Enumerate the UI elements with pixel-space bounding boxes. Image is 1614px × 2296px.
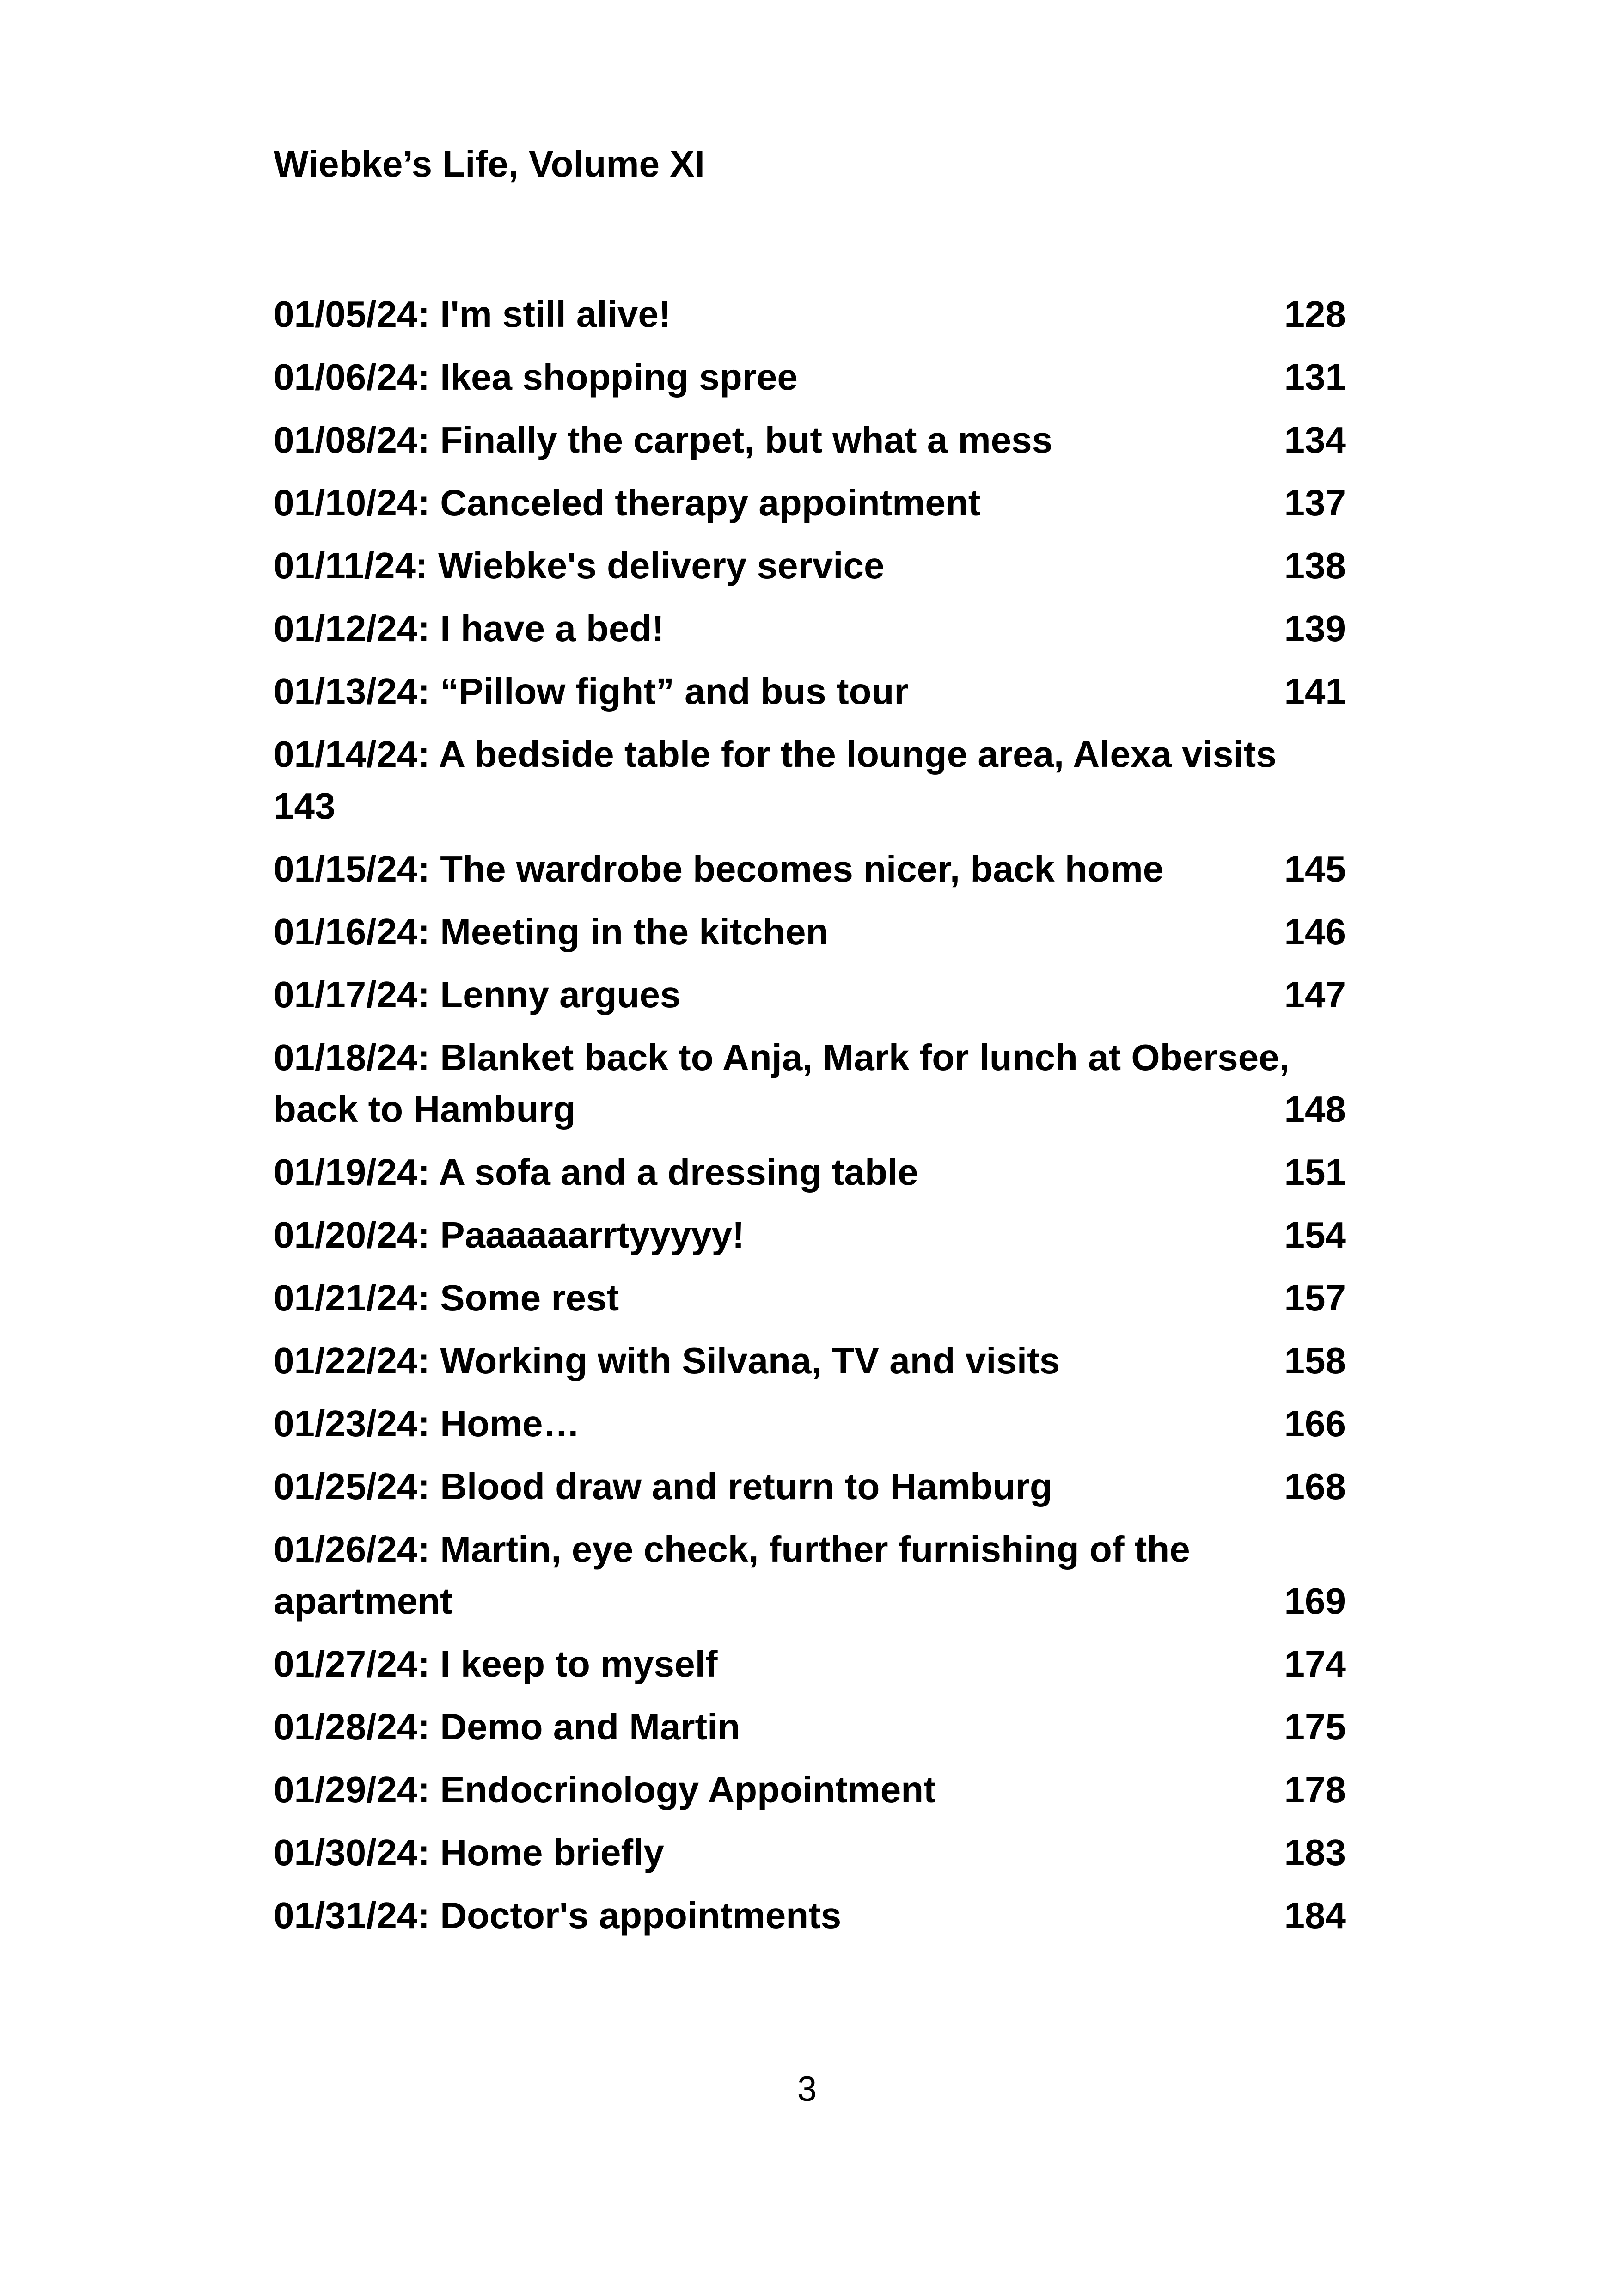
toc-entry bbox=[274, 660, 1346, 723]
toc-entry bbox=[274, 1633, 1346, 1696]
toc-entry bbox=[274, 283, 1346, 346]
toc-entry bbox=[274, 1696, 1346, 1758]
toc-entry-page: 169 bbox=[1284, 1580, 1346, 1622]
toc-entry bbox=[274, 346, 1346, 409]
toc-entry bbox=[274, 1141, 1346, 1204]
toc-entry bbox=[274, 838, 1346, 900]
toc-entry-page: 138 bbox=[1284, 545, 1346, 586]
toc-entry-page: 174 bbox=[1284, 1643, 1346, 1684]
toc-entry-title: 01/15/24: The wardrobe becomes nicer, back home bbox=[274, 848, 1164, 889]
toc-entry-page: 183 bbox=[1284, 1832, 1346, 1873]
toc-entry-page: 151 bbox=[1284, 1151, 1346, 1193]
toc-entry-title: 01/30/24: Home briefly bbox=[274, 1832, 664, 1873]
toc-entry-page: 154 bbox=[1284, 1214, 1346, 1255]
toc-entry bbox=[274, 723, 1346, 838]
toc-entry-title: 01/06/24: Ikea shopping spree bbox=[274, 356, 798, 398]
toc-entry-page: 131 bbox=[1284, 356, 1346, 398]
toc-entry bbox=[274, 1518, 1346, 1633]
toc-entry-page: 137 bbox=[1284, 482, 1346, 523]
toc-entry-title: 01/16/24: Meeting in the kitchen bbox=[274, 911, 829, 952]
toc-entry-page: 146 bbox=[1284, 911, 1346, 952]
toc-entry bbox=[274, 534, 1346, 597]
table-of-contents bbox=[274, 283, 1346, 1947]
toc-entry-page: 157 bbox=[1284, 1277, 1346, 1318]
toc-entry-page: 145 bbox=[1284, 848, 1346, 889]
toc-entry bbox=[274, 963, 1346, 1026]
toc-entry bbox=[274, 1758, 1346, 1821]
toc-entry-title: 01/05/24: I'm still alive! bbox=[274, 294, 671, 335]
toc-entry bbox=[274, 409, 1346, 471]
toc-entry-title: 01/14/24: A bedside table for the lounge area, Alexa visits bbox=[274, 734, 1277, 775]
toc-entry bbox=[274, 900, 1346, 963]
toc-entry-page: 175 bbox=[1284, 1706, 1346, 1747]
toc-entry-page: 134 bbox=[1284, 419, 1346, 460]
toc-entry-title: 01/18/24: Blanket back to Anja, Mark for lunch at Obersee, back to Hamburg bbox=[274, 1037, 1290, 1130]
toc-entry bbox=[274, 1267, 1346, 1329]
toc-entry bbox=[274, 1455, 1346, 1518]
page-number: 3 bbox=[797, 2069, 817, 2109]
toc-entry-title: 01/28/24: Demo and Martin bbox=[274, 1706, 740, 1747]
toc-entry bbox=[274, 1204, 1346, 1267]
toc-entry-title: 01/11/24: Wiebke's delivery service bbox=[274, 545, 885, 586]
toc-entry bbox=[274, 1821, 1346, 1884]
toc-entry-title: 01/17/24: Lenny argues bbox=[274, 974, 681, 1015]
toc-entry bbox=[274, 1026, 1346, 1141]
toc-entry-title: 01/31/24: Doctor's appointments bbox=[274, 1895, 842, 1936]
toc-entry-title: 01/27/24: I keep to myself bbox=[274, 1643, 718, 1684]
toc-entry-title: 01/19/24: A sofa and a dressing table bbox=[274, 1151, 918, 1193]
toc-entry-page: 128 bbox=[1284, 294, 1346, 335]
toc-entry bbox=[274, 1329, 1346, 1392]
toc-entry-page: 166 bbox=[1284, 1403, 1346, 1444]
toc-entry-title: 01/10/24: Canceled therapy appointment bbox=[274, 482, 981, 523]
toc-entry-page: 148 bbox=[1284, 1089, 1346, 1130]
toc-entry-title: 01/20/24: Paaaaaarrtyyyyy! bbox=[274, 1214, 745, 1255]
toc-entry-page: 141 bbox=[1284, 671, 1346, 712]
toc-entry-title: 01/08/24: Finally the carpet, but what a mess bbox=[274, 419, 1053, 460]
toc-entry-title: 01/12/24: I have a bed! bbox=[274, 608, 664, 649]
toc-entry-page: 143 bbox=[274, 785, 336, 827]
toc-entry-page: 147 bbox=[1284, 974, 1346, 1015]
toc-entry-title: 01/13/24: “Pillow fight” and bus tour bbox=[274, 671, 909, 712]
toc-entry bbox=[274, 1392, 1346, 1455]
toc-entry-title: 01/23/24: Home… bbox=[274, 1403, 580, 1444]
toc-entry bbox=[274, 1884, 1346, 1947]
toc-entry-page: 139 bbox=[1284, 608, 1346, 649]
book-title: Wiebke’s Life, Volume XI bbox=[274, 143, 705, 184]
toc-entry-title: 01/21/24: Some rest bbox=[274, 1277, 619, 1318]
toc-entry-page: 168 bbox=[1284, 1466, 1346, 1507]
toc-entry-title: 01/29/24: Endocrinology Appointment bbox=[274, 1769, 936, 1810]
toc-entry-page: 178 bbox=[1284, 1769, 1346, 1810]
toc-entry-page: 158 bbox=[1284, 1340, 1346, 1381]
toc-entry-page: 184 bbox=[1284, 1895, 1346, 1936]
toc-entry-title: 01/25/24: Blood draw and return to Hamburg bbox=[274, 1466, 1052, 1507]
toc-entry-title: 01/26/24: Martin, eye check, further furnishing of the apartment bbox=[274, 1529, 1190, 1622]
toc-entry bbox=[274, 471, 1346, 534]
toc-entry bbox=[274, 597, 1346, 660]
toc-entry-title: 01/22/24: Working with Silvana, TV and visits bbox=[274, 1340, 1060, 1381]
